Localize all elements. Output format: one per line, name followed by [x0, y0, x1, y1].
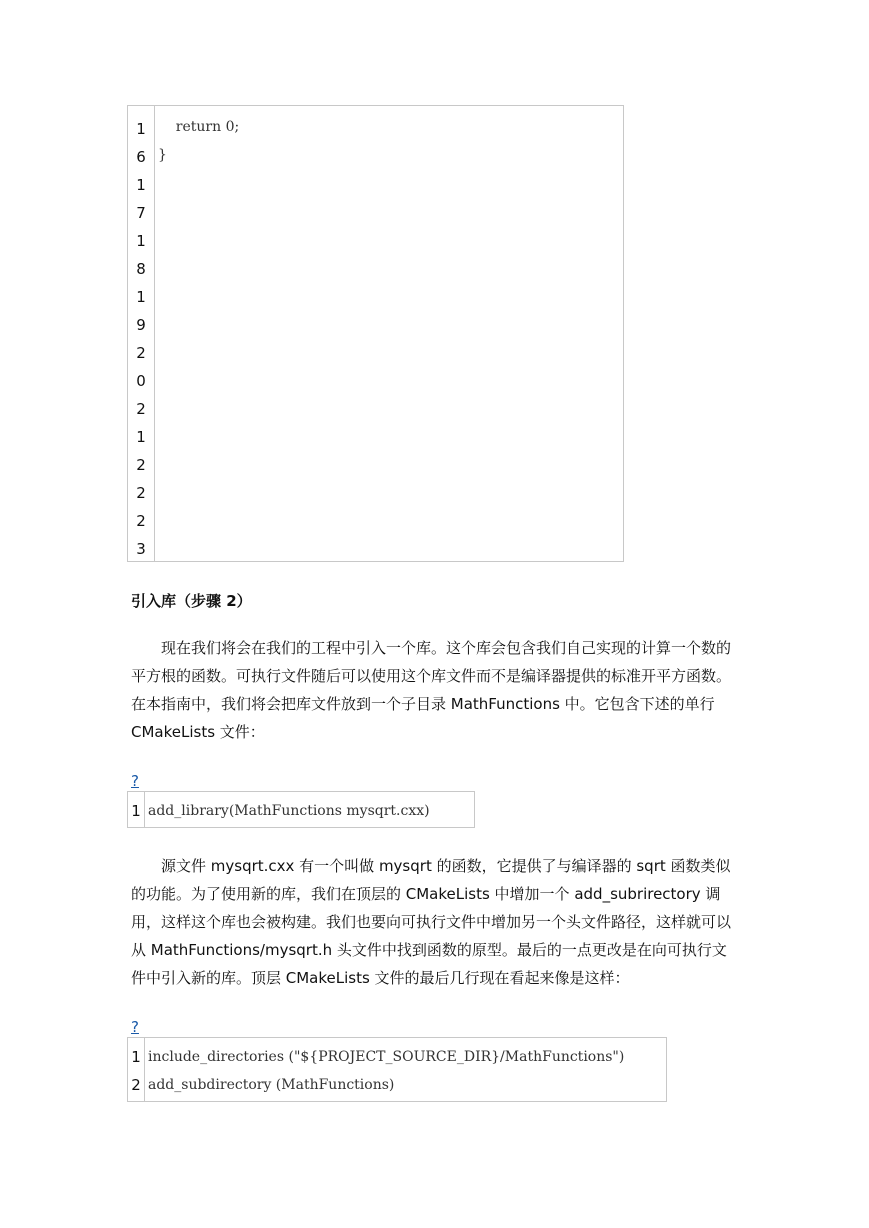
line-number: 3 [136, 540, 146, 558]
line-number: 6 [136, 148, 146, 166]
code-block-1 [127, 105, 624, 562]
code-block-3 [127, 1037, 667, 1102]
line-number: 2 [136, 484, 146, 502]
line-number: 9 [136, 316, 146, 334]
code-line: include_directories ("${PROJECT_SOURCE_DIR}/MathFunctions") [148, 1049, 625, 1065]
line-number: 0 [136, 372, 146, 390]
line-number: 2 [136, 400, 146, 418]
view-source-link[interactable]: ? [131, 772, 139, 790]
line-number: 2 [136, 512, 146, 530]
line-number: 2 [136, 456, 146, 474]
line-number: 1 [131, 802, 141, 820]
line-number: 8 [136, 260, 146, 278]
code-line: return 0; [158, 119, 240, 135]
line-number: 1 [136, 176, 146, 194]
line-number: 2 [131, 1076, 141, 1094]
code-content [155, 106, 623, 561]
line-number: 1 [136, 232, 146, 250]
line-number: 1 [136, 288, 146, 306]
line-number-gutter [128, 792, 145, 827]
line-number: 2 [136, 344, 146, 362]
paragraph [131, 634, 741, 746]
paragraph-text: 源文件 mysqrt.cxx 有一个叫做 mysqrt 的函数，它提供了与编译器的 sqrt 函数类似的功能。为了使用新的库，我们在顶层的 CMakeLists 中增加一个 add_subrirectory 调用，这样这个库也会被构建。我们也要向可执行文件中增加另一个头文件路径，这样就可以从 MathFunctions/mysqrt.h 头文件中找到函数的原型。最后的一点更改是在向可执行文件中引入新的库。顶层 CMakeLists 文件的最后几行现在看起来像是这样： [131, 857, 732, 987]
code-block-2 [127, 791, 475, 828]
line-number: 1 [131, 1048, 141, 1066]
code-content [145, 792, 474, 827]
line-number: 1 [136, 120, 146, 138]
paragraph [131, 852, 741, 992]
code-content [145, 1038, 666, 1101]
line-number: 7 [136, 204, 146, 222]
code-line: } [158, 147, 167, 163]
line-number-gutter [128, 106, 155, 561]
code-line: add_subdirectory (MathFunctions) [148, 1077, 395, 1093]
line-number: 1 [136, 428, 146, 446]
paragraph-text: 现在我们将会在我们的工程中引入一个库。这个库会包含我们自己实现的计算一个数的平方根的函数。可执行文件随后可以使用这个库文件而不是编译器提供的标准开平方函数。在本指南中，我们将会把库文件放到一个子目录 MathFunctions 中。它包含下述的单行 CMakeLists 文件： [131, 639, 732, 741]
section-heading: 引入库（步骤 2） [131, 592, 252, 610]
code-line: add_library(MathFunctions mysqrt.cxx) [148, 803, 430, 819]
line-number-gutter [128, 1038, 145, 1101]
view-source-link[interactable]: ? [131, 1018, 139, 1036]
